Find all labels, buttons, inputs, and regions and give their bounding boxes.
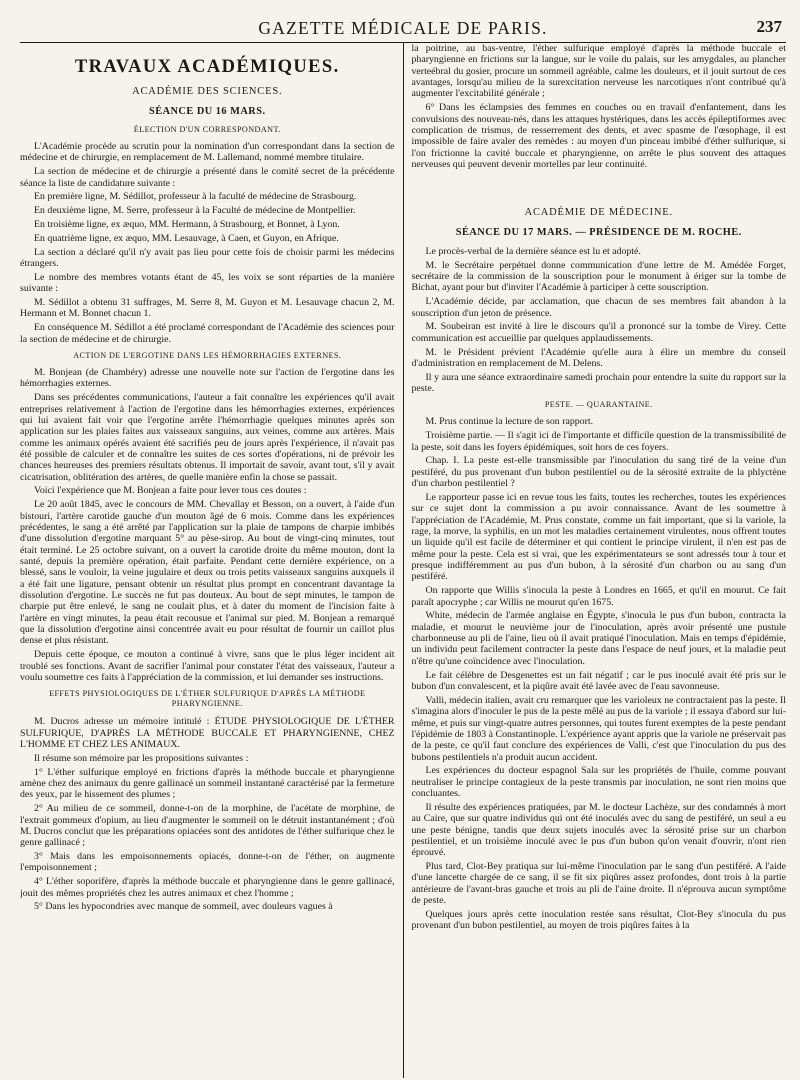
seance-medecine-heading: SÉANCE DU 17 MARS. — PRÉSIDENCE DE M. ROCHE. (455, 226, 742, 238)
academy-medecine-heading: ACADÉMIE DE MÉDECINE. (524, 206, 673, 218)
paragraph: M. Ducros adresse un mémoire intitulé : ÉTUDE PHYSIOLOGIQUE DE L'ÉTHER SULFURIQUE, D'APRÈS LA MÉTHODE BUCCALE ET PHARYNGIENNE, CHEZ L'HOMME ET CHEZ LES ANIMAUX. (20, 716, 395, 750)
journal-title: GAZETTE MÉDICALE DE PARIS. (258, 18, 548, 38)
paragraph: Il y aura une séance extraordinaire samedi prochain pour entendre la suite du rapport sur la peste. (411, 371, 786, 395)
paragraph: Il résume son mémoire par les propositions suivantes : (34, 752, 249, 764)
paragraph: M. le Secrétaire perpétuel donne communication d'une lettre de M. Amédée Forget, secrétaire de la commission de la souscription pour le monument à ériger sur la tombe de Bichat, ayant pour but d'inviter l'Académie à participer à cette souscription. (411, 259, 786, 294)
left-column (20, 43, 403, 1078)
subheading-peste: PESTE. — QUARANTAINE. (544, 400, 653, 410)
paragraph: En deuxième ligne, M. Serre, professeur à la Faculté de médecine de Montpellier. (34, 205, 356, 217)
paragraph: M. Soubeiran est invité à lire le discours qu'il a prononcé sur la tombe de Virey. Cette communication est accueillie par quelques applaudissements. (411, 321, 786, 344)
paragraph: La section de médecine et de chirurgie a présenté dans le comité secret de la précédente séance la liste de candidature suivante : (20, 166, 395, 189)
paragraph: En troisième ligne, ex æquo, MM. Hermann, à Strasbourg, et Bonnet, à Lyon. (34, 219, 340, 231)
paragraph: Les expériences du docteur espagnol Sala sur les propriétés de l'huile, comme pouvant neutraliser le principe contagieux de la peste transmis par inoculation, ne sont rien moins que concluantes. (411, 765, 786, 800)
paragraph: Le rapporteur passe ici en revue tous les faits, toutes les recherches, toutes les expériences sur ce sujet dont la commission a pu avoir connaissance. Avant de les soumettre à l'appréciation de l'Académie, M. Prus constate, comme un fait important, que si la variole, la rage, la morve, la syphilis, en un mot les maladies certainement virulentes, nous offrent toutes un liquide qu'il est facile de déterminer et qui contient le principe virulent, il n'en est pas de même pour la peste. Cela est si vrai, que les expérimentateurs se sont adressés tour à tour et presque indifféremment au pus d'un bubon, à la sérosité d'un charbon ou au sang d'un pestiféré. (411, 491, 786, 583)
peste-report-text (412, 416, 787, 931)
two-column-body (20, 43, 786, 1078)
paragraph: M. Sédillot a obtenu 31 suffrages, M. Serre 8, M. Guyon et M. Lesauvage chacun 2, M. Hermann et M. Bonnet chacun 1. (20, 297, 395, 320)
right-column (404, 43, 787, 1078)
paragraph: M. le Président prévient l'Académie qu'elle aura à élire un membre du conseil d'administration en remplacement de M. Delens. (411, 346, 786, 369)
subheading-ether (20, 689, 395, 709)
paragraph: Quelques jours après cette inoculation restée sans résultat, Clot-Bey s'inocula du pus provenant d'un bubon pestilentiel, au moyen de trois piqûres faites à la (411, 909, 786, 932)
academy-heading: ACADÉMIE DES SCIENCES. (132, 86, 283, 97)
paragraph: Le fait célèbre de Desgenettes est un fait négatif ; car le pus inoculé avait été pris sur le bubon d'un convalescent, et la piqûre avait été lavée avec de l'eau savonneuse. (411, 669, 786, 692)
paragraph: On rapporte que Willis s'inocula la peste à Londres en 1665, et qu'il en mourut. Ce fait paraît apocryphe ; car Willis ne mourut qu'en 1675. (411, 585, 786, 608)
subheading-ether-line1: EFFETS PHYSIOLOGIQUES DE L'ÉTHER SULFURIQUE D'APRÈS LA MÉTHODE (49, 689, 366, 699)
paragraph: 6° Dans les éclampsies des femmes en couches ou en travail d'enfantement, dans les convulsions des nouveau-nés, dans les attaques hystériques, dans les accès épileptiformes avec complication de trismus, de resserrement des dents, et avec spasme de l'œsophage, il est impossible de faire avaler des remèdes : au moyen d'un pinceau imbibé d'éther sulfurique, si l'on frictionne la cavité buccale et pharyngienne, on arrête le plus souvent des attaques nerveuses qui peuvent devenir mortelles par leur continuité. (411, 102, 786, 170)
proceedings-text (412, 246, 787, 395)
paragraph: L'Académie décide, par acclamation, que chacun de ses membres fait abandon à la souscription d'un jeton de présence. (411, 296, 786, 319)
seance-heading: SÉANCE DU 16 MARS. (148, 106, 266, 117)
paragraph: En conséquence M. Sédillot a été proclamé correspondant de l'Académie des sciences pour la section de médecine et de chirurgie. (20, 322, 395, 345)
paragraph: En première ligne, M. Sédillot, professeur à la faculté de médecine de Strasbourg. (34, 191, 357, 203)
paragraph: 2° Au milieu de ce sommeil, donne-t-on de la morphine, de l'acétate de morphine, de l'extrait gommeux d'opium, au lieu d'augmenter le sommeil on le détruit instantanément ; d'où M. Ducros conclut que les préparations opiacées sont des antidotes de l'éther sulfurique chez le genre gallinacé ; (20, 803, 395, 849)
section-title: TRAVAUX ACADÉMIQUES. (74, 57, 340, 77)
paragraph: En quatrième ligne, ex æquo, MM. Lesauvage, à Caen, et Guyon, en Afrique. (34, 232, 339, 244)
ether-text-continued (412, 43, 787, 170)
election-text (20, 141, 395, 345)
paragraph: Troisième partie. — Il s'agit ici de l'importante et difficile question de la transmissibilité de la peste, soit dans les foyers épidémiques, soit hors de ces foyers. (411, 430, 786, 453)
paragraph: Le nombre des membres votants étant de 45, les voix se sont réparties de la manière suivante : (20, 271, 395, 295)
paragraph: White, médecin de l'armée anglaise en Égypte, s'inocula le pus d'un bubon, contracta la maladie, et mourut le neuvième jour de l'inoculation, après avoir présenté une pustule charbonneuse au pli de l'aine, lieu où il avait pratiqué l'inoculation. Mais en temps d'épidémie, un individu peut facilement contracter la peste dans l'espace de neuf jours, et la maladie peut n'être qu'une coïncidence avec l'inoculation. (411, 610, 786, 667)
paragraph: Il résulte des expériences pratiquées, par M. le docteur Lachèze, sur des condamnés à mort au Caire, que sur quatre individus qui ont été inoculés avec du sang de pestiféré, un seul a eu une peste bénigne, tandis que deux sujets inoculés avec la sérosité prise sur un charbon pestilentiel, et un troisième inoculé avec le pus d'un bubon qu'on venait d'ouvrir, n'ont rien éprouvé. (411, 801, 786, 859)
ergotine-text (20, 367, 395, 683)
paragraph: Plus tard, Clot-Bey pratiqua sur lui-même l'inoculation par le sang d'un pestiféré. A l'aide d'une lancette chargée de ce sang, il se fit six piqûres assez profondes, dont trois à la partie antérieure de l'avant-bras gauche et trois au pli de l'aine droite. Il n'éprouva aucun symptôme de peste. (411, 861, 786, 907)
paragraph: Voici l'expérience que M. Bonjean a faite pour lever tous ces doutes : (34, 485, 307, 497)
paragraph: Valli, médecin italien, avait cru remarquer que les varioleux ne contractaient pas la peste. Il s'imagina alors d'inoculer le pus de la peste mêlé au pus de la variole ; il essaya d'abord sur lui-même, et puis sur vingt-quatre autres personnes, qui toutes furent exemptes de la peste pendant l'épidémie de 1803 à Constantinople. L'expérience ayant appris que la variole ne préservait pas de la peste, ce qu'il faut conclure des expériences de Valli, c'est que l'inoculation du pus des bubons pestilentiels n'a produit aucun accident. (411, 694, 786, 763)
paragraph: 4° L'éther soporifère, d'après la méthode buccale et pharyngienne dans le genre gallinacé, jouit des mêmes propriétés chez les autres animaux et chez l'homme ; (20, 876, 395, 899)
paragraph: Dans ses précédentes communications, l'auteur a fait connaître les expériences qu'il avait entreprises relativement à l'action de l'ergotine dans les hémorrhagies externes, expériences qui lui avaient fait voir que l'ergotine arrête l'hémorrhagie quelques minutes après son application sur les plaies faites aux vaisseaux sanguins, aux veines, comme aux artères. Mais comme les animaux opérés avaient été sacrifiés peu de jours après l'expérience, il n'avait pas été possible de calculer et de connaître les suites de ces sortes d'opérations, ni de prévoir les chances heureuses des premiers résultats obtenus. Il importait de savoir, avant tout, s'il y avait cicatrisation, oblitération des artères, de quelle manière enfin la chose se passait. (20, 392, 395, 483)
paragraph: M. Prus continue la lecture de son rapport. (425, 416, 594, 428)
ether-text (20, 716, 395, 913)
paragraph: 5° Dans les hypocondries avec manque de sommeil, avec douleurs vagues à (34, 901, 333, 913)
paragraph: la poitrine, au bas-ventre, l'éther sulfurique employé d'après la méthode buccale et pharyngienne en frictions sur la langue, sur le voile du palais, sur les amygdales, au plancher verteébral du gosier, procure un sommeil agréable, calme les douleurs, et il jouit surtout de ces avantages, lorsqu'au milieu de la surexcitation nerveuse les narcotiques n'ont contribué qu'à augmenter l'excitabilité générale ; (411, 43, 786, 100)
subheading-election: ÉLECTION D'UN CORRESPONDANT. (133, 125, 281, 134)
paragraph: 3° Mais dans les empoisonnements opiacés, donne-t-on de l'éther, on augmente l'empoisonnement ; (20, 851, 395, 874)
paragraph: 1° L'éther sulfurique employé en frictions d'après la méthode buccale et pharyngienne amène chez des animaux du genre gallinacé un sommeil instantané caractérisé par la fermeture des yeux, par le hissement des plumes ; (20, 766, 395, 801)
paragraph: Le 20 août 1845, avec le concours de MM. Chevallay et Besson, on a ouvert, à l'aide d'un bistouri, l'artère carotide gauche d'un mouton âgé de 6 mois. Comme dans les expériences précédentes, le sang a été arrêté par l'application sur la plaie de tampons de charpie imbibés d'une dissolution d'ergotine marquant 5° au pèse-sirop. Au bout de vingt-cinq minutes, tout était terminé. Le 25 octobre suivant, on a ouvert la carotide droite du même mouton, dont la santé, depuis la première opération, était parfaite. Pendant cette dernière expérience, on a blessé, sans le vouloir, la veine jugulaire et deux ou trois petits vaisseaux sanguins auxquels il a été fait une ligature, pensant obtenir un résultat plus prompt en concentrant davantage la dissolution d'ergotine. Le succès ne fut pas douteux. Au bout de sept minutes, le tampon de charpie put être enlevé, le sang ne coulait plus, et à dater du moment de l'incision faite à l'artère en vingt minutes, la peau était recousue et l'animal sur pied. M. Bonjean a remarqué que la dissolution d'ergotine ainsi concentrée avait eu pour résultat de fournir un caillot plus dense et plus résistant. (20, 499, 395, 647)
paragraph: M. Bonjean (de Chambéry) adresse une nouvelle note sur l'action de l'ergotine dans les hémorrhagies externes. (20, 367, 395, 390)
subheading-ergotine: ACTION DE L'ERGOTINE DANS LES HÉMORRHAGIES EXTERNES. (73, 351, 342, 360)
running-head (20, 14, 786, 43)
paragraph: Le procès-verbal de la dernière séance est lu et adopté. (425, 245, 641, 257)
paragraph: La section a déclaré qu'il n'y avait pas lieu pour cette fois de choisir parmi les médecins étrangers. (20, 246, 395, 270)
paragraph: Chap. I. La peste est-elle transmissible par l'inoculation du sang tiré de la veine d'un pestiféré, du pus provenant d'un bubon pestilentiel ou de la sérosité extraite de la phlyctène d'un charbon pestilentiel ? (411, 455, 786, 490)
paragraph: Depuis cette époque, ce mouton a continué à vivre, sans que le plus léger incident ait troublé ses fonctions. Avant de sacrifier l'animal pour constater l'état des vaisseaux, l'auteur a voulu soumettre ces faits à l'appréciation de la commission, et lui demander ses instructions. (20, 649, 395, 683)
subheading-ether-line2: PHARYNGIENNE. (171, 699, 243, 709)
page-number: 237 (756, 17, 782, 36)
paragraph: L'Académie procède au scrutin pour la nomination d'un correspondant dans la section de médecine et de chirurgie, en remplacement de M. Lallemand, nommé membre titulaire. (20, 141, 395, 164)
